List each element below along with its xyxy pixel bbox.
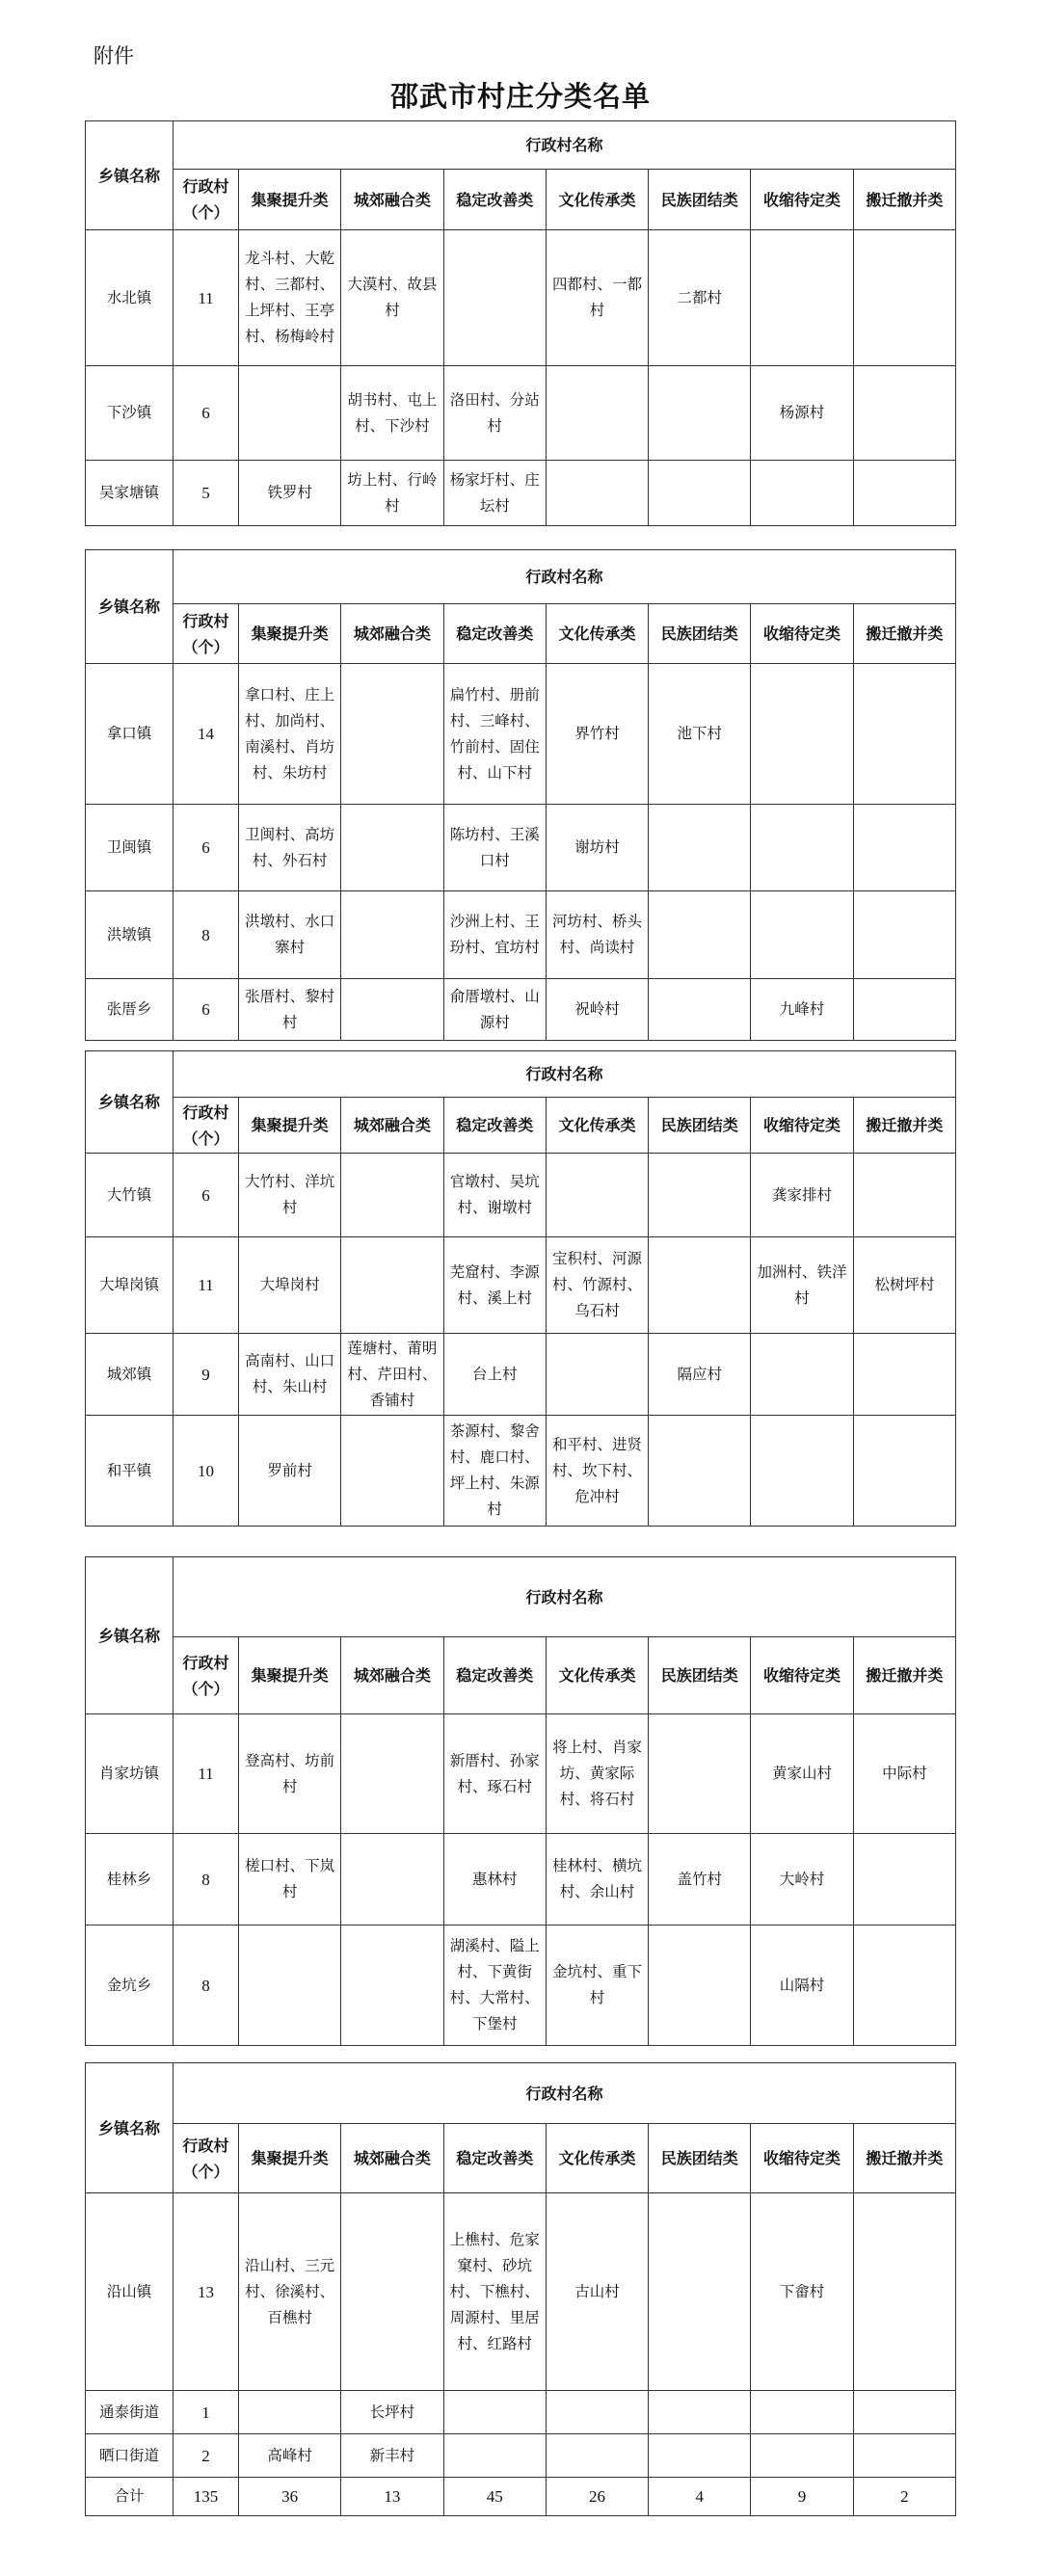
village-cell: 铁罗村 [239,461,341,526]
village-cell: 盖竹村 [649,1834,751,1925]
village-cell: 沿山村、三元村、徐溪村、百樵村 [239,2193,341,2391]
village-cell: 谢坊村 [546,805,648,891]
village-table-1 [85,120,956,526]
table-row [86,2391,956,2434]
town-name: 桂林乡 [86,1834,174,1925]
village-cell: 惠林村 [443,1834,546,1925]
village-cell [546,461,648,526]
village-cell [649,1925,751,2046]
category-header: 文化传承类 [546,1637,648,1714]
village-cell: 新厝村、孙家村、琢石村 [443,1714,546,1834]
table-row [86,891,956,979]
village-cell: 和平村、进贤村、坎下村、危冲村 [546,1416,648,1527]
village-count: 14 [174,664,239,805]
category-header: 搬迁撤并类 [853,1098,955,1154]
village-cell: 台上村 [443,1334,546,1416]
village-count: 10 [174,1416,239,1527]
category-header: 集聚提升类 [239,1098,341,1154]
village-cell: 登高村、坊前村 [239,1714,341,1834]
category-header: 搬迁撤并类 [853,2124,955,2193]
village-cell [853,805,955,891]
village-cell [649,805,751,891]
village-cell [341,1834,443,1925]
village-cell: 将上村、肖家坊、黄家际村、将石村 [546,1714,648,1834]
town-name: 通泰街道 [86,2391,174,2434]
village-group-header: 行政村名称 [174,121,956,170]
village-cell: 中际村 [853,1714,955,1834]
village-cell [443,2434,546,2478]
village-cell [649,1154,751,1237]
village-count: 11 [174,1237,239,1334]
count-header: 行政村（个） [174,170,239,230]
village-count: 9 [174,1334,239,1416]
category-header: 城郊融合类 [341,2124,443,2193]
village-cell: 金坑村、重下村 [546,1925,648,2046]
village-count: 13 [174,2193,239,2391]
village-count: 2 [174,2434,239,2478]
village-count: 6 [174,366,239,461]
village-cell: 湖溪村、隘上村、下黄街村、大常村、下堡村 [443,1925,546,2046]
category-header: 城郊融合类 [341,170,443,230]
village-cell [649,1714,751,1834]
village-cell [751,1334,853,1416]
category-header: 搬迁撤并类 [853,170,955,230]
town-name: 水北镇 [86,230,174,366]
village-cell [853,1416,955,1527]
town-name: 拿口镇 [86,664,174,805]
village-cell [853,230,955,366]
total-cell: 36 [239,2478,341,2516]
town-name: 大竹镇 [86,1154,174,1237]
town-header: 乡镇名称 [86,1051,174,1154]
category-header: 民族团结类 [649,1098,751,1154]
town-name: 肖家坊镇 [86,1714,174,1834]
total-label: 合计 [86,2478,174,2516]
village-cell: 扁竹村、册前村、三峰村、竹前村、固住村、山下村 [443,664,546,805]
village-cell [853,366,955,461]
town-name: 吴家塘镇 [86,461,174,526]
village-cell [341,891,443,979]
town-header: 乡镇名称 [86,550,174,664]
village-cell: 沙洲上村、王玢村、宜坊村 [443,891,546,979]
village-cell: 祝岭村 [546,979,648,1041]
village-cell: 二都村 [649,230,751,366]
town-header: 乡镇名称 [86,121,174,230]
village-count: 11 [174,230,239,366]
village-cell: 隔应村 [649,1334,751,1416]
village-count: 6 [174,979,239,1041]
table-row [86,2434,956,2478]
total-cell: 2 [853,2478,955,2516]
village-count: 6 [174,805,239,891]
count-header: 行政村（个） [174,1098,239,1154]
table-row [86,805,956,891]
village-table-4 [85,1556,956,2046]
table-row [86,1416,956,1527]
town-name: 城郊镇 [86,1334,174,1416]
category-header: 文化传承类 [546,1098,648,1154]
village-cell [649,461,751,526]
village-cell: 高峰村 [239,2434,341,2478]
village-cell [341,664,443,805]
village-cell: 山隔村 [751,1925,853,2046]
village-cell: 桂林村、横坑村、余山村 [546,1834,648,1925]
village-cell [649,2193,751,2391]
village-cell: 加洲村、铁洋村 [751,1237,853,1334]
village-count: 6 [174,1154,239,1237]
category-header: 民族团结类 [649,1637,751,1714]
village-cell: 张厝村、黎村村 [239,979,341,1041]
village-cell [853,2193,955,2391]
category-header: 城郊融合类 [341,1637,443,1714]
village-cell: 茶源村、黎舍村、鹿口村、坪上村、朱源村 [443,1416,546,1527]
category-header: 民族团结类 [649,170,751,230]
village-cell [853,979,955,1041]
total-cell: 45 [443,2478,546,2516]
village-cell [751,2391,853,2434]
village-cell: 新丰村 [341,2434,443,2478]
category-header: 民族团结类 [649,604,751,664]
table-row [86,1925,956,2046]
category-header: 集聚提升类 [239,1637,341,1714]
village-cell: 上樵村、危家窠村、砂坑村、下樵村、周源村、里居村、红路村 [443,2193,546,2391]
village-cell: 官墩村、吴坑村、谢墩村 [443,1154,546,1237]
village-cell [649,1237,751,1334]
town-header: 乡镇名称 [86,1557,174,1714]
town-name: 金坑乡 [86,1925,174,2046]
village-group-header: 行政村名称 [174,1051,956,1098]
village-cell [751,1416,853,1527]
table-row [86,1237,956,1334]
village-cell [341,1925,443,2046]
total-row [86,2478,956,2516]
town-name: 晒口街道 [86,2434,174,2478]
village-cell: 高南村、山口村、朱山村 [239,1334,341,1416]
village-cell: 杨源村 [751,366,853,461]
category-header: 集聚提升类 [239,604,341,664]
village-cell [341,805,443,891]
village-cell [341,1714,443,1834]
village-cell: 大岭村 [751,1834,853,1925]
village-cell [853,891,955,979]
town-name: 下沙镇 [86,366,174,461]
village-group-header: 行政村名称 [174,1557,956,1637]
village-cell [751,664,853,805]
village-cell [546,2434,648,2478]
village-count: 8 [174,1925,239,2046]
town-name: 洪墩镇 [86,891,174,979]
total-cell: 13 [341,2478,443,2516]
village-cell [751,805,853,891]
category-header: 收缩待定类 [751,1098,853,1154]
village-cell [341,1154,443,1237]
village-cell: 下畲村 [751,2193,853,2391]
village-cell: 莲塘村、莆明村、芹田村、香铺村 [341,1334,443,1416]
town-name: 大埠岗镇 [86,1237,174,1334]
village-cell [853,664,955,805]
village-cell [649,2391,751,2434]
village-cell: 界竹村 [546,664,648,805]
village-cell [649,979,751,1041]
village-cell: 坊上村、行岭村 [341,461,443,526]
village-cell: 芜窟村、李源村、溪上村 [443,1237,546,1334]
village-cell [649,891,751,979]
village-cell: 胡书村、屯上村、下沙村 [341,366,443,461]
village-cell [853,461,955,526]
category-header: 稳定改善类 [443,2124,546,2193]
village-cell [853,1925,955,2046]
table-row [86,2193,956,2391]
village-cell: 黄家山村 [751,1714,853,1834]
village-cell [853,2391,955,2434]
category-header: 收缩待定类 [751,604,853,664]
category-header: 文化传承类 [546,2124,648,2193]
village-cell [853,2434,955,2478]
village-cell [443,2391,546,2434]
village-cell [341,2193,443,2391]
village-cell: 罗前村 [239,1416,341,1527]
table-row [86,1154,956,1237]
village-cell [546,1334,648,1416]
village-cell [546,2391,648,2434]
table-row [86,366,956,461]
village-cell: 池下村 [649,664,751,805]
village-cell: 大漠村、故县村 [341,230,443,366]
village-cell [341,979,443,1041]
attachment-label: 附件 [93,44,134,67]
village-cell [853,1154,955,1237]
village-cell: 龙斗村、大乾村、三都村、上坪村、王亭村、杨梅岭村 [239,230,341,366]
village-count: 1 [174,2391,239,2434]
town-name: 张厝乡 [86,979,174,1041]
village-cell: 杨家圩村、庄坛村 [443,461,546,526]
village-cell: 古山村 [546,2193,648,2391]
village-cell [443,230,546,366]
village-count: 11 [174,1714,239,1834]
category-header: 稳定改善类 [443,1098,546,1154]
category-header: 集聚提升类 [239,2124,341,2193]
village-table-2 [85,549,956,1041]
town-name: 卫闽镇 [86,805,174,891]
village-cell [239,2391,341,2434]
count-header: 行政村（个） [174,2124,239,2193]
table-row [86,979,956,1041]
village-cell: 大埠岗村 [239,1237,341,1334]
category-header: 搬迁撤并类 [853,1637,955,1714]
village-cell: 长坪村 [341,2391,443,2434]
village-count: 5 [174,461,239,526]
village-table-5 [85,2062,956,2516]
table-row [86,230,956,366]
category-header: 稳定改善类 [443,1637,546,1714]
category-header: 收缩待定类 [751,1637,853,1714]
total-cell: 26 [546,2478,648,2516]
village-cell [649,366,751,461]
village-cell [649,1416,751,1527]
village-cell: 卫闽村、高坊村、外石村 [239,805,341,891]
village-cell: 大竹村、洋坑村 [239,1154,341,1237]
category-header: 搬迁撤并类 [853,604,955,664]
table-row [86,1714,956,1834]
village-cell: 洛田村、分站村 [443,366,546,461]
total-cell: 9 [751,2478,853,2516]
village-cell: 拿口村、庄上村、加尚村、南溪村、肖坊村、朱坊村 [239,664,341,805]
category-header: 收缩待定类 [751,170,853,230]
category-header: 城郊融合类 [341,604,443,664]
category-header: 城郊融合类 [341,1098,443,1154]
category-header: 稳定改善类 [443,170,546,230]
village-cell: 槎口村、下岚村 [239,1834,341,1925]
village-cell [341,1416,443,1527]
town-header: 乡镇名称 [86,2063,174,2193]
village-cell [546,1154,648,1237]
category-header: 收缩待定类 [751,2124,853,2193]
village-cell [239,1925,341,2046]
village-cell [751,461,853,526]
town-name: 沿山镇 [86,2193,174,2391]
category-header: 稳定改善类 [443,604,546,664]
document-title: 邵武市村庄分类名单 [389,80,651,113]
category-header: 文化传承类 [546,604,648,664]
village-cell: 河坊村、桥头村、尚读村 [546,891,648,979]
table-row [86,664,956,805]
table-row [86,1334,956,1416]
village-cell: 宝积村、河源村、竹源村、乌石村 [546,1237,648,1334]
table-row [86,1834,956,1925]
village-cell: 俞厝墩村、山源村 [443,979,546,1041]
village-cell [751,2434,853,2478]
village-table-3 [85,1050,956,1527]
town-name: 和平镇 [86,1416,174,1527]
village-cell: 洪墩村、水口寨村 [239,891,341,979]
village-cell [341,1237,443,1334]
village-cell [751,230,853,366]
table-row [86,461,956,526]
village-cell [239,366,341,461]
village-cell: 陈坊村、王溪口村 [443,805,546,891]
village-group-header: 行政村名称 [174,2063,956,2124]
village-cell: 松树坪村 [853,1237,955,1334]
category-header: 集聚提升类 [239,170,341,230]
village-cell: 四都村、一都村 [546,230,648,366]
village-count: 8 [174,1834,239,1925]
village-cell [546,366,648,461]
count-header: 行政村（个） [174,604,239,664]
total-count: 135 [174,2478,239,2516]
village-cell [853,1334,955,1416]
category-header: 文化传承类 [546,170,648,230]
village-count: 8 [174,891,239,979]
village-cell: 龚家排村 [751,1154,853,1237]
village-group-header: 行政村名称 [174,550,956,604]
village-cell [853,1834,955,1925]
village-cell: 九峰村 [751,979,853,1041]
count-header: 行政村（个） [174,1637,239,1714]
total-cell: 4 [649,2478,751,2516]
category-header: 民族团结类 [649,2124,751,2193]
village-cell [649,2434,751,2478]
village-cell [751,891,853,979]
